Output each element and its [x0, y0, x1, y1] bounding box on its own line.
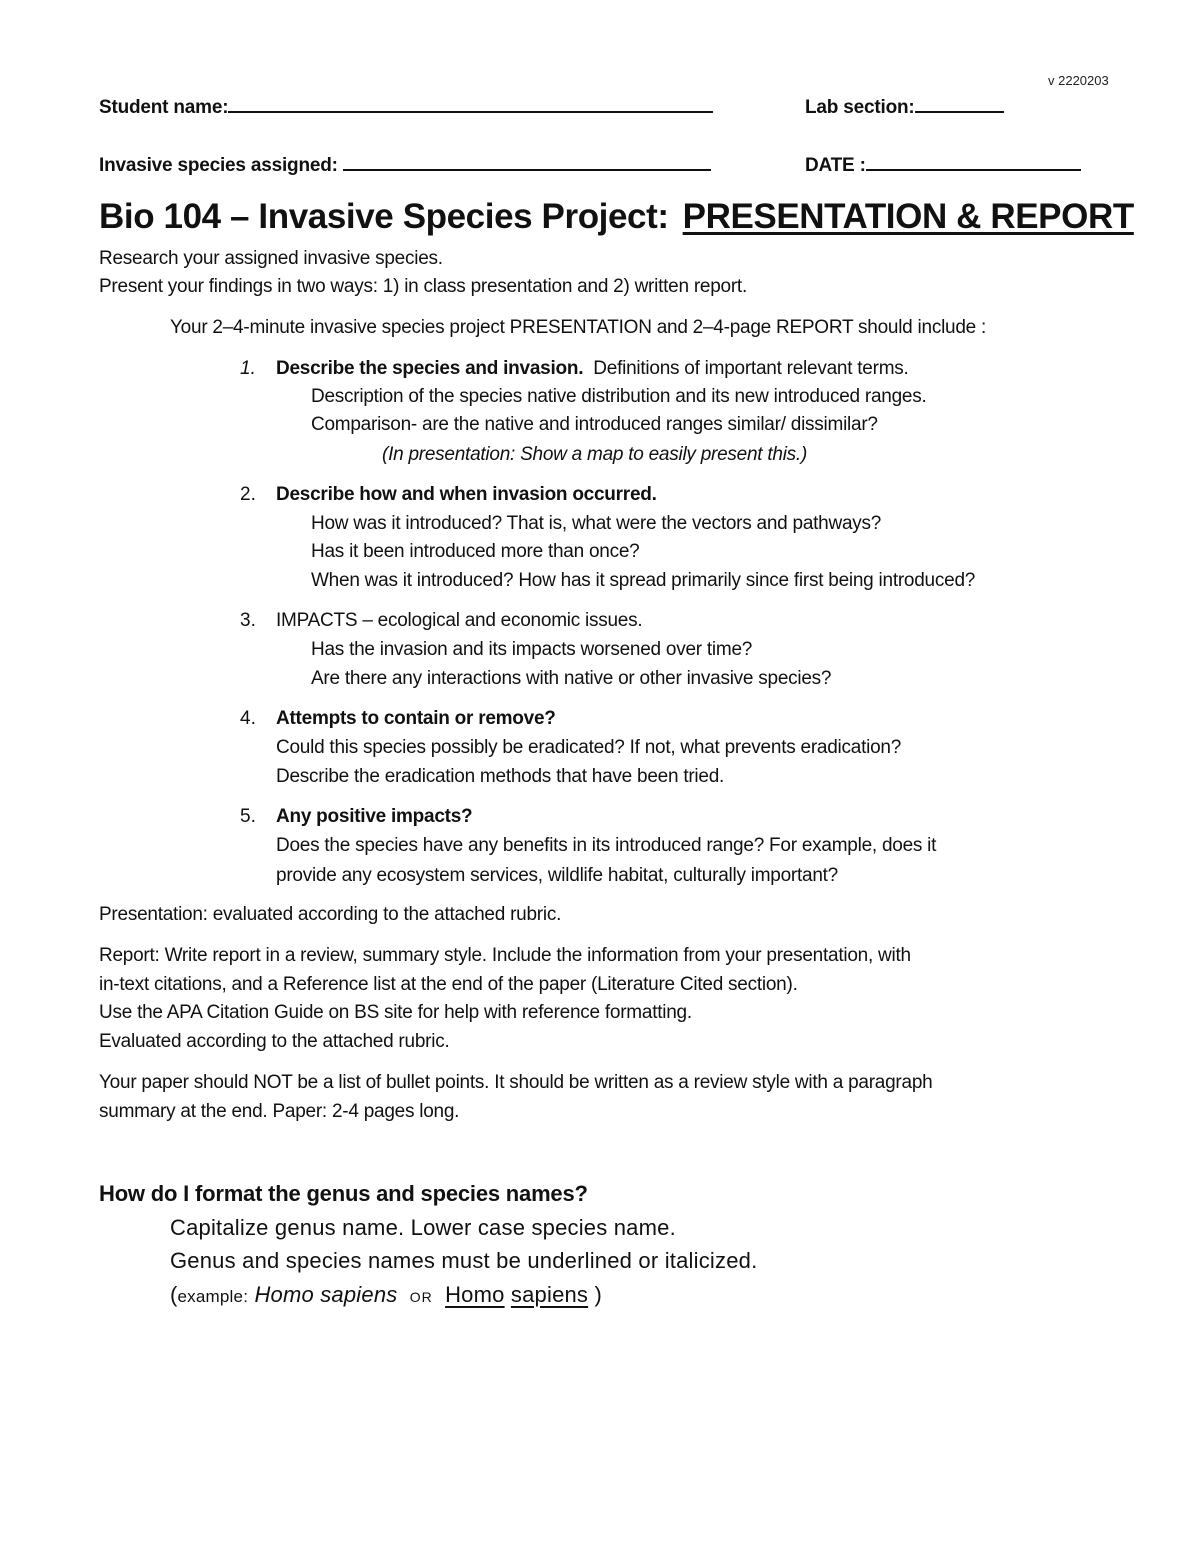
item-line: How was it introduced? That is, what were the vectors and pathways? — [311, 513, 882, 534]
presentation-text: Presentation: evaluated according to the attached rubric. — [99, 904, 562, 925]
student-name-field[interactable] — [99, 93, 713, 119]
example-open-paren: ( — [170, 1282, 178, 1307]
lab-section-label: Lab section: — [805, 97, 915, 118]
example-species: sapiens — [510, 1282, 589, 1307]
lab-section-line[interactable] — [915, 93, 1004, 113]
item-line: Has it been introduced more than once? — [311, 541, 640, 562]
item-number: 1. — [240, 358, 256, 379]
format-line-1: Capitalize genus name. Lower case species name. — [170, 1215, 676, 1240]
item-line: Are there any interactions with native or other invasive species? — [311, 668, 832, 689]
item-number: 2. — [240, 484, 256, 505]
item-heading-line — [276, 354, 909, 383]
example-or: OR — [409, 1289, 433, 1305]
item-number: 3. — [240, 610, 256, 631]
title-underlined: PRESENTATION & REPORT — [682, 197, 1134, 236]
paper-line-1: Your paper should NOT be a list of bullet points. It should be written as a review style with a paragraph — [99, 1072, 933, 1093]
date-line[interactable] — [866, 151, 1081, 171]
item-heading: Any positive impacts? — [276, 806, 473, 827]
paper-line-2: summary at the end. Paper: 2-4 pages long. — [99, 1101, 460, 1122]
student-name-line[interactable] — [228, 93, 713, 113]
item-heading: Describe the species and invasion. — [276, 358, 584, 379]
item-line: Could this species possibly be eradicated? If not, what prevents eradication? — [276, 737, 902, 758]
intro-line-3: Your 2–4-minute invasive species project PRESENTATION and 2–4-page REPORT should include : — [170, 317, 987, 338]
report-line-4: Evaluated according to the attached rubric. — [99, 1031, 450, 1052]
report-line-1: Report: Write report in a review, summary style. Include the information from your presentation, with — [99, 945, 911, 966]
example-close-paren: ) — [594, 1282, 602, 1307]
item-line: Describe the eradication methods that have been tried. — [276, 766, 725, 787]
example-label: example: — [177, 1287, 249, 1306]
item-heading: IMPACTS – ecological and economic issues. — [276, 610, 643, 631]
version-label: v 2220203 — [1048, 73, 1109, 88]
item-number: 5. — [240, 806, 256, 827]
item-heading: Describe how and when invasion occurred. — [276, 484, 657, 505]
invasive-species-label: Invasive species assigned: — [99, 155, 338, 176]
item-heading: Attempts to contain or remove? — [276, 708, 556, 729]
item-line: When was it introduced? How has it spread primarily since first being introduced? — [311, 570, 976, 591]
item-note: (In presentation: Show a map to easily present this.) — [382, 444, 808, 465]
date-field[interactable] — [805, 151, 1081, 177]
report-line-3: Use the APA Citation Guide on BS site for help with reference formatting. — [99, 1002, 692, 1023]
item-line: Comparison- are the native and introduced ranges similar/ dissimilar? — [311, 414, 878, 435]
item-line: Does the species have any benefits in its introduced range? For example, does it — [276, 835, 937, 856]
item-line: provide any ecosystem services, wildlife habitat, culturally important? — [276, 865, 839, 886]
invasive-species-field[interactable] — [99, 151, 711, 177]
format-line-2: Genus and species names must be underlined or italicized. — [170, 1248, 758, 1273]
page-title — [99, 197, 1134, 237]
lab-section-field[interactable] — [805, 93, 1004, 119]
invasive-species-line[interactable] — [343, 151, 711, 171]
item-number: 4. — [240, 708, 256, 729]
example-italic: Homo sapiens — [254, 1282, 398, 1307]
format-question: How do I format the genus and species names? — [99, 1181, 588, 1206]
item-line: Has the invasion and its impacts worsened over time? — [311, 639, 753, 660]
student-name-label: Student name: — [99, 97, 229, 118]
item-heading-rest: Definitions of important relevant terms. — [583, 358, 909, 379]
intro-line-2: Present your findings in two ways: 1) in class presentation and 2) written report. — [99, 276, 747, 297]
format-example — [170, 1282, 602, 1308]
item-line: Description of the species native distribution and its new introduced ranges. — [311, 386, 927, 407]
example-genus: Homo — [445, 1282, 505, 1307]
report-line-2: in-text citations, and a Reference list at the end of the paper (Literature Cited section). — [99, 974, 798, 995]
date-label: DATE : — [805, 155, 866, 176]
title-main: Bio 104 – Invasive Species Project: — [99, 197, 669, 236]
intro-line-1: Research your assigned invasive species. — [99, 248, 443, 269]
